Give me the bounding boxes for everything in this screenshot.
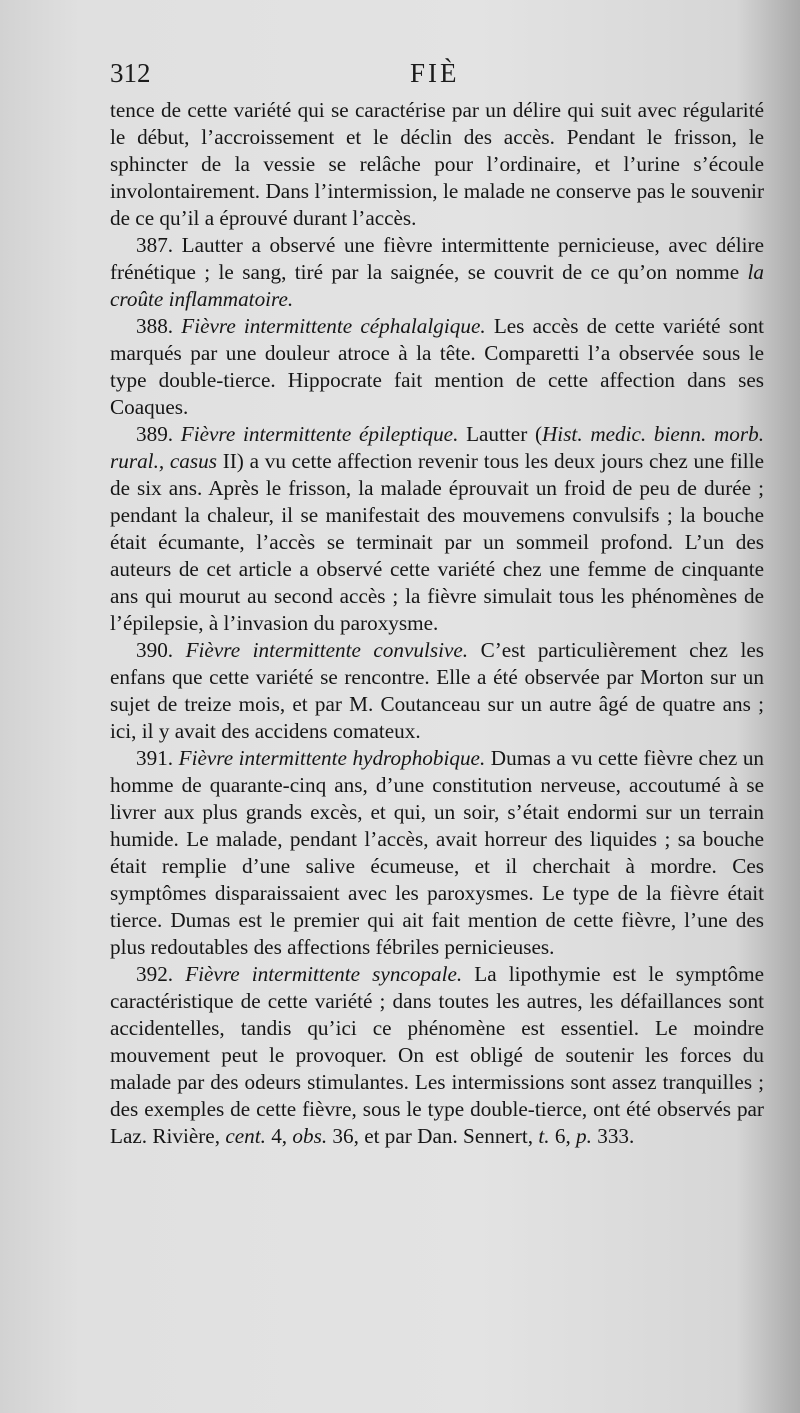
paragraph [110,97,764,232]
page-header [110,58,762,94]
text-run: 36, et par Dan. Sennert, [327,1124,539,1148]
italic-text: t. [538,1124,550,1148]
italic-text: la croûte inflammatoire. [110,260,764,311]
italic-text: Fièvre intermittente épileptique. [180,422,459,446]
text-run: 6, [549,1124,577,1148]
text-run: 387. Lautter a observé une fièvre intermittente pernicieuse, avec délire frénétique ; le sang, tiré par la saignée, se couvrit de ce qu’on nomme [110,233,764,284]
text-run: Lautter ( [458,422,542,446]
italic-text: Fièvre intermittente céphalalgique. [181,314,486,338]
italic-text: Fièvre intermittente syncopale. [185,962,463,986]
italic-text: Fièvre intermittente convulsive. [185,638,469,662]
text-run: Les accès de cette variété sont marqués par une douleur atroce à la tête. Comparetti l’a observée sous le type double-tierce. Hippocrate fait mention de cette affection dans ses Coaques. [110,314,765,419]
body-text [110,97,764,1150]
text-run: C’est particulièrement chez les enfans que cette variété se rencontre. Elle a été observée par Morton sur un sujet de treize mois, et par M. Coutanceau sur un autre âgé de quatre ans ; ici, il y avait des accidens comateux. [110,638,765,743]
italic-text: Fièvre intermittente hydrophobique. [178,746,486,770]
italic-text: obs. [292,1124,328,1148]
paragraph [110,961,764,1150]
running-title: FIÈ [410,58,460,88]
text-run: 4, [265,1124,293,1148]
italic-text: cent. [225,1124,266,1148]
text-run: 388. [136,314,182,338]
paragraph [110,745,764,961]
text-run: 392. [136,962,186,986]
paragraph [110,313,764,421]
text-run: 333. [591,1124,635,1148]
paragraph [110,637,764,745]
text-run: 390. [136,638,186,662]
text-run: II) a vu cette affection revenir tous les deux jours chez une fille de six ans. Après le frisson, la malade éprouvait un froid de peu de durée ; pendant la chaleur, il se manifestait des mouvemens convulsifs ; la bouche était écumante, l’accès se terminait par un sommeil profond. L’un des auteurs de cet article a observé cette variété chez une femme de cinquante ans qui mourut au second accès ; la fièvre simulait tous les phénomènes de l’épilepsie, à l’invasion du paroxysme. [110,449,764,635]
page-number: 312 [110,58,151,88]
text-run: 391. [136,746,179,770]
text-run: Dumas a vu cette fièvre chez un homme de quarante-cinq ans, d’une constitution nerveuse, accoutumé à se livrer aux plus grands excès, et qui, un soir, s’était endormi sur un terrain humide. Le malade, pendant l’accès, avait horreur des liquides ; sa bouche était remplie d’une salive écumeuse, et il cherchait à mordre. Ces symptômes disparaissaient avec les paroxysmes. Le type de la fièvre était tierce. Dumas est le premier qui ait fait mention de cette fièvre, l’une des plus redoutables des affections fébriles pernicieuses. [110,746,765,959]
text-run: 389. [136,422,181,446]
paragraph [110,421,764,637]
paragraph [110,232,764,313]
text-run: tence de cette variété qui se caractérise par un délire qui suit avec régularité le début, l’accroissement et le déclin des accès. Pendant le frisson, le sphincter de la vessie se relâche pour l’ordinaire, et l’urine s’écoule involontairement. Dans l’intermission, le malade ne conserve pas le souvenir de ce qu’il a éprouvé durant l’accès. [110,98,764,230]
text-run: La lipothymie est le symptôme caractéristique de cette variété ; dans toutes les autres, les défaillances sont accidentelles, tandis qu’ici ce phénomène est essentiel. Le moindre mouvement peut le provoquer. On est obligé de soutenir les forces du malade par des odeurs stimulantes. Les intermissions sont assez tranquilles ; des exemples de cette fièvre, sous le type double-tierce, ont été observés par Laz. Rivière, [110,962,764,1148]
italic-text: p. [576,1124,592,1148]
italic-text: Hist. medic. bienn. morb. rural., casus [110,422,764,473]
